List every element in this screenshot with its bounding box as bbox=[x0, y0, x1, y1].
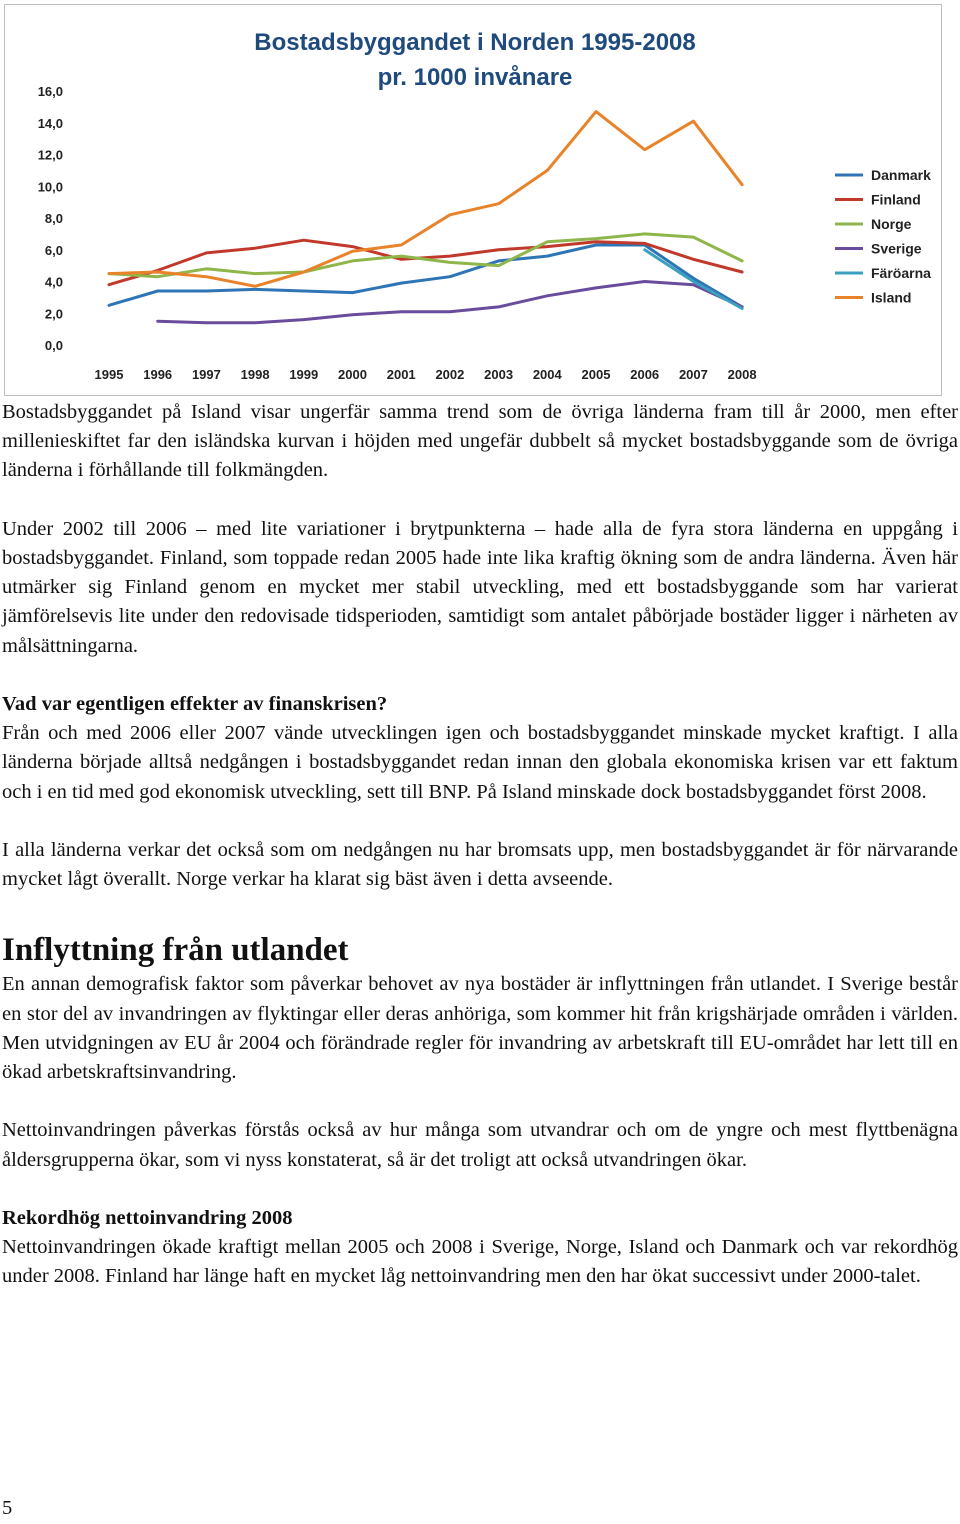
x-tick-label: 1999 bbox=[289, 367, 319, 382]
chart-subtitle: pr. 1000 invånare bbox=[377, 64, 573, 91]
document-body bbox=[2, 398, 958, 1292]
x-tick-label: 1997 bbox=[191, 367, 221, 382]
paragraph-record-immigration: Nettoinvandringen ökade kraftigt mellan 2005 och 2008 i Sverige, Norge, Island och Danmark och var rekordhög under 2008. Finland har länge haft en mycket låg nettoinvandring men den har ökat successivt under 2000-talet. bbox=[2, 1236, 958, 1288]
section-heading-immigration: Inflyttning från utlandet bbox=[2, 932, 349, 969]
y-tick-label: 10,0 bbox=[37, 179, 63, 195]
chart-container bbox=[4, 4, 942, 396]
plot-area bbox=[109, 112, 742, 323]
x-tick-label: 2008 bbox=[727, 367, 757, 382]
x-tick-label: 2006 bbox=[630, 367, 660, 382]
page-number: 5 bbox=[2, 1497, 13, 1519]
legend-label: Färöarna bbox=[871, 265, 931, 281]
subheading-financial-crisis: Vad var egentligen effekter av finanskrisen? bbox=[2, 693, 388, 715]
paragraph-immigration: En annan demografisk faktor som påverkar behovet av nya bostäder är inflyttningen från utlandet. I Sverige består en stor del av invandringen av flyktingar eller deras anhöriga, som kommer hit från krigshärjade områden i världen. Men utvidgningen av EU år 2004 och förändrade regler för invandring av arbetskraft till EU-området har lett till en ökad arbetskraftsinvandring. bbox=[2, 973, 958, 1084]
y-tick-label: 16,0 bbox=[37, 84, 63, 99]
x-tick-label: 2001 bbox=[386, 367, 416, 382]
legend-label: Sverige bbox=[871, 240, 922, 257]
paragraph-net-immigration: Nettoinvandringen påverkas förstås också av hur många som utvandrar och om de yngre och mest flyttbenägna åldersgrupperna ökar, som vi nyss konstaterat, så är det troligt att också utvandringen ökar. bbox=[2, 1119, 958, 1171]
subheading-record-immigration: Rekordhög nettoinvandring 2008 bbox=[2, 1207, 293, 1229]
y-tick-label: 8,0 bbox=[44, 211, 63, 226]
chart-legend bbox=[835, 167, 931, 306]
x-tick-label: 2004 bbox=[532, 367, 562, 382]
paragraph-upturn-2002-2006: Under 2002 till 2006 – med lite variationer i brytpunkterna – hade alla de fyra stora länderna en uppgång i bostadsbyggandet. Finland, som toppade redan 2005 hade inte lika kraftig ökning som de andra länderna. Även här utmärker sig Finland genom en mycket mer stabil utveckling, med ett bostadsbyggande som har varierat jämförelsevis lite under den redovisade tidsperioden, samtidigt som antalet påbörjade bostäder ligger i närheten av målsättningarna. bbox=[2, 517, 958, 657]
legend-label: Finland bbox=[871, 191, 921, 208]
y-tick-label: 2,0 bbox=[44, 306, 63, 322]
chart-title: Bostadsbyggandet i Norden 1995-2008 bbox=[254, 29, 696, 56]
x-tick-label: 2003 bbox=[484, 367, 514, 382]
y-tick-label: 4,0 bbox=[44, 274, 63, 290]
x-tick-label: 2000 bbox=[338, 367, 367, 382]
x-axis-ticks bbox=[95, 367, 757, 382]
legend-label: Island bbox=[871, 289, 912, 306]
x-tick-label: 1998 bbox=[240, 367, 270, 382]
paragraph-decline: Från och med 2006 eller 2007 vände utvecklingen igen och bostadsbyggandet minskade mycket kraftigt. I alla länderna började alltså nedgången i bostadsbyggandet redan innan den globala ekonomiska krisen var ett faktum och i en tid med god ekonomisk utveckling, sett till BNP. På Island minskade dock bostadsbyggandet först 2008. bbox=[2, 722, 958, 803]
x-tick-label: 2007 bbox=[678, 367, 708, 382]
line-chart bbox=[5, 5, 943, 397]
x-tick-label: 1996 bbox=[143, 367, 173, 382]
legend-label: Danmark bbox=[871, 167, 931, 183]
y-axis-ticks bbox=[38, 84, 63, 353]
y-tick-label: 12,0 bbox=[37, 147, 63, 163]
paragraph-island-trend: Bostadsbyggandet på Island visar ungerfär samma trend som de övriga länderna fram till år 2000, men efter millenieskiftet far den isländska kurvan i höjden med ungefär dubbelt så mycket bostadsbyggande som de övriga länderna i förhållande till folkmängden. bbox=[2, 401, 958, 482]
x-tick-label: 2005 bbox=[581, 367, 611, 382]
x-tick-label: 2002 bbox=[435, 367, 465, 382]
legend-label: Norge bbox=[871, 216, 912, 232]
x-tick-label: 1995 bbox=[94, 367, 124, 382]
y-tick-label: 14,0 bbox=[37, 115, 63, 131]
y-tick-label: 6,0 bbox=[44, 242, 63, 258]
paragraph-slowdown: I alla länderna verkar det också som om nedgången nu har bromsats upp, men bostadsbyggandet är för närvarande mycket lågt överallt. Norge verkar ha klarat sig bäst även i detta avseende. bbox=[2, 839, 958, 891]
series-line bbox=[158, 282, 742, 323]
y-tick-label: 0,0 bbox=[44, 338, 63, 353]
